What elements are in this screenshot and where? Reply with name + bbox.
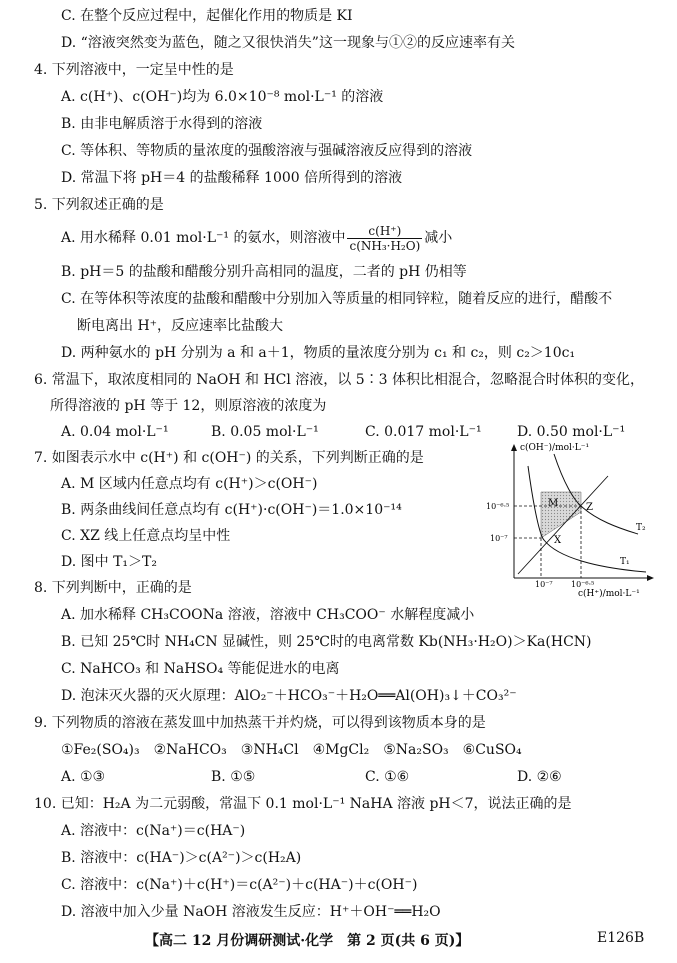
q5-option-c-line1: C. 在等体积等浓度的盐酸和醋酸中分别加入等质量的相同锌粒，随着反应的进行，醋酸不: [61, 291, 613, 307]
q4-option-b: B. 由非电解质溶于水得到的溶液: [61, 116, 263, 132]
q7-option-b: B. 两条曲线间任意点均有 c(H⁺)·c(OH⁻)＝1.0×10⁻¹⁴: [61, 502, 402, 518]
q9-substance-list: ①Fe₂(SO₄)₃ ②NaHCO₃ ③NH₄Cl ④MgCl₂ ⑤Na₂SO₃ ⑥CuSO₄: [61, 742, 522, 758]
q5-option-a: [61, 222, 452, 254]
x-axis-arrow: [647, 575, 654, 581]
water-ion-product-figure: [478, 440, 658, 600]
y-axis-arrow: [511, 444, 517, 451]
label-t2: T₂: [636, 523, 646, 533]
question-4: 4. 下列溶液中，一定呈中性的是: [34, 62, 234, 78]
label-z: Z: [586, 502, 593, 513]
q5a-denominator: c(NH₃·H₂O): [349, 238, 421, 253]
y-tick-low: 10⁻⁷: [490, 534, 508, 543]
question-6-line2: 所得溶液的 pH 等于 12，则原溶液的浓度为: [50, 398, 327, 414]
q5a-suffix: 减小: [424, 230, 453, 246]
label-m: M: [548, 498, 559, 509]
q5a-fraction: [347, 224, 422, 253]
q10-option-b: B. 溶液中：c(HA⁻)＞c(A²⁻)＞c(H₂A): [61, 850, 302, 866]
q6-option-b: B. 0.05 mol·L⁻¹: [211, 424, 319, 440]
question-9: 9. 下列物质的溶液在蒸发皿中加热蒸干并灼烧，可以得到该物质本身的是: [34, 715, 486, 731]
option-c-prev: C. 在整个反应过程中，起催化作用的物质是 KI: [61, 8, 353, 24]
q4-option-a: A. c(H⁺)、c(OH⁻)均为 6.0×10⁻⁸ mol·L⁻¹ 的溶液: [61, 89, 384, 105]
q8-option-d: D. 泡沫灭火器的灭火原理：AlO₂⁻＋HCO₃⁻＋H₂O══Al(OH)₃↓＋CO₃²⁻: [61, 688, 517, 704]
y-axis-label: c(OH⁻)/mol·L⁻¹: [520, 443, 590, 453]
q9-option-a: A. ①③: [61, 769, 106, 785]
question-8: 8. 下列判断中，正确的是: [34, 580, 192, 596]
q5a-numerator: c(H⁺): [347, 224, 422, 239]
q8-option-a: A. 加水稀释 CH₃COONa 溶液，溶液中 CH₃COO⁻ 水解程度减小: [61, 607, 475, 623]
q8-option-c: C. NaHCO₃ 和 NaHSO₄ 等能促进水的电离: [61, 661, 340, 677]
page-footer: 【高二 12 月份调研测试·化学 第 2 页(共 6 页)】: [145, 933, 470, 949]
q10-option-d: D. 溶液中加入少量 NaOH 溶液发生反应：H⁺＋OH⁻══H₂O: [61, 904, 441, 920]
x-axis-label: c(H⁺)/mol·L⁻¹: [578, 589, 640, 599]
q10-option-a: A. 溶液中：c(Na⁺)＝c(HA⁻): [61, 823, 246, 839]
q10-option-c: C. 溶液中：c(Na⁺)＋c(H⁺)＝c(A²⁻)＋c(HA⁻)＋c(OH⁻): [61, 877, 418, 893]
question-6-line1: 6. 常温下，取浓度相同的 NaOH 和 HCl 溶液，以 5∶3 体积比相混合，忽略混合时体积的变化，: [34, 372, 645, 388]
q8-option-b: B. 已知 25℃时 NH₄CN 显碱性，则 25℃时的电离常数 Kb(NH₃·H₂O)＞Ka(HCN): [61, 634, 592, 650]
q9-option-b: B. ①⑤: [211, 769, 256, 785]
q7-option-a: A. M 区域内任意点均有 c(H⁺)＞c(OH⁻): [61, 476, 318, 492]
q6-option-c: C. 0.017 mol·L⁻¹: [365, 424, 482, 440]
q5-option-d: D. 两种氨水的 pH 分别为 a 和 a＋1，物质的量浓度分别为 c₁ 和 c₂，则 c₂＞10c₁: [61, 345, 576, 361]
q9-option-d: D. ②⑥: [517, 769, 562, 785]
x-tick-high: 10⁻⁶·⁵: [571, 580, 595, 589]
q9-option-c: C. ①⑥: [365, 769, 410, 785]
paper-code: E126B: [597, 930, 645, 946]
label-t1: T₁: [620, 557, 630, 567]
q7-option-c: C. XZ 线上任意点均呈中性: [61, 528, 231, 544]
q6-option-d: D. 0.50 mol·L⁻¹: [517, 424, 626, 440]
q5a-text: A. 用水稀释 0.01 mol·L⁻¹ 的氨水，则溶液中: [61, 230, 346, 246]
q4-option-d: D. 常温下将 pH＝4 的盐酸稀释 1000 倍所得到的溶液: [61, 170, 403, 186]
question-7: 7. 如图表示水中 c(H⁺) 和 c(OH⁻) 的关系，下列判断正确的是: [34, 450, 424, 466]
question-10: 10. 已知：H₂A 为二元弱酸，常温下 0.1 mol·L⁻¹ NaHA 溶液 pH＜7，说法正确的是: [34, 796, 572, 812]
y-tick-high: 10⁻⁶·⁵: [486, 502, 510, 511]
q5-option-c-line2: 断电离出 H⁺，反应速率比盐酸大: [77, 318, 284, 334]
x-tick-low: 10⁻⁷: [535, 580, 553, 589]
q6-option-a: A. 0.04 mol·L⁻¹: [61, 424, 169, 440]
question-5: 5. 下列叙述正确的是: [34, 197, 164, 213]
q7-option-d: D. 图中 T₁＞T₂: [61, 554, 157, 570]
q4-option-c: C. 等体积、等物质的量浓度的强酸溶液与强碱溶液反应得到的溶液: [61, 143, 473, 159]
option-d-prev: D. “溶液突然变为蓝色，随之又很快消失”这一现象与①②的反应速率有关: [61, 35, 515, 51]
q5-option-b: B. pH＝5 的盐酸和醋酸分别升高相同的温度，二者的 pH 仍相等: [61, 264, 467, 280]
label-x: X: [554, 535, 562, 546]
